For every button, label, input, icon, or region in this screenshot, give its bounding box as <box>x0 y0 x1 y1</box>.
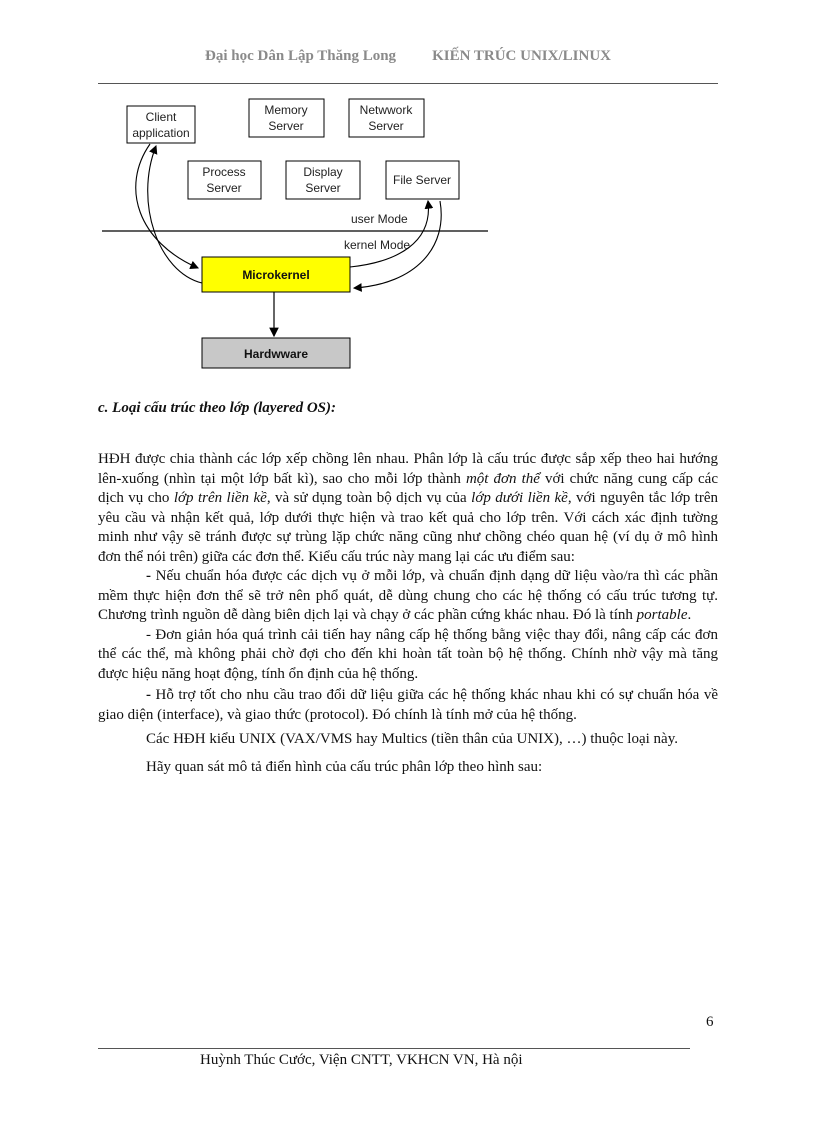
display-server-box <box>286 161 360 199</box>
paragraph-figure-intro: Hãy quan sát mô tả điển hình của cấu trúc phân lớp theo hình sau: <box>146 758 543 775</box>
microkernel-box <box>202 257 350 292</box>
process-server-box <box>188 161 261 199</box>
network-server-box <box>349 99 424 137</box>
memory-server-box <box>249 99 324 137</box>
hardware-label: Hardwware <box>243 347 309 361</box>
user-mode-label: user Mode <box>351 212 408 226</box>
bullet-open-system: - Hỗ trợ tốt cho nhu cầu trao đổi dữ liệu giữa các hệ thống khác nhau khi có sự chuẩn hóa về giao diện (interface), và giao thức (protocol). Đó chính là tính mở của hệ thống. <box>98 687 718 723</box>
process-label-1: Process <box>202 165 246 179</box>
page-number: 6 <box>706 1014 714 1030</box>
bullet-upgrade: - Đơn giản hóa quá trình cải tiến hay nâng cấp hệ thống bằng việc thay đổi, nâng cấp các đơn thể các thể, mà không phải chờ đợi cho đến khi hoàn tất toàn bộ hệ thống. Chính nhờ vậy mà tăng được hiệu năng hoạt động, tính ổn định của hệ thống. <box>98 626 718 682</box>
page-footer: Huỳnh Thúc Cước, Viện CNTT, VKHCN VN, Hà nội <box>200 1052 523 1068</box>
file-server-label: File Server <box>392 173 452 187</box>
memory-label-2: Server <box>268 119 304 133</box>
page-header <box>0 48 816 65</box>
client-label-2: application <box>132 126 190 140</box>
file-server-box <box>386 161 459 199</box>
bullet-portable: - Nếu chuẩn hóa được các dịch vụ ở mỗi lớp, và chuẩn định dạng dữ liệu vào/ra thì các phần mềm thực hiện đơn thể sẽ trở nên phổ quát, dễ dùng chung cho các hệ thống có cấu trúc tương tự. Chương trình nguồn dễ dàng biên dịch lại và chạy ở các phần cứng khác nhau. Đó là tính portable. <box>98 568 718 623</box>
kernel-mode-label: kernel Mode <box>344 238 411 252</box>
footer-rule <box>98 1048 690 1049</box>
display-label-1: Display <box>303 165 343 179</box>
client-application-box <box>127 106 195 143</box>
microkernel-label: Microkernel <box>242 268 310 282</box>
hardware-box <box>202 338 350 368</box>
display-label-2: Server <box>305 181 341 195</box>
paragraph-layered-intro: HĐH được chia thành các lớp xếp chồng lên nhau. Phân lớp là cấu trúc được sắp xếp theo hai hướng lên-xuống (nhìn tại một lớp bất kì), sao cho mỗi lớp thành một đơn thể với chức năng cung cấp các dịch vụ cho lớp trên liền kề, và sử dụng toàn bộ dịch vụ của lớp dưới liền kề, với nguyên tắc lớp trên yêu cầu và nhận kết quả, lớp dưới thực hiện và trao kết quả cho lớp trên. Với cách xác định tường minh như vậy sẽ tránh được sự trùng lặp chức năng cũng như chồng chéo quan hệ (ví dụ ở mô hình đơn thể nói trên) giữa các đơn thể. Kiểu cấu trúc này mang lại các ưu điểm sau: <box>98 451 719 565</box>
header-rule <box>98 83 718 84</box>
body-content <box>98 450 718 777</box>
microkernel-diagram <box>98 92 498 372</box>
section-title: c. Loại cấu trúc theo lớp (layered OS): <box>98 400 337 416</box>
memory-label-1: Memory <box>264 103 308 117</box>
network-label-1: Netwwork <box>359 103 413 117</box>
paragraph-unix-examples: Các HĐH kiểu UNIX (VAX/VMS hay Multics (tiền thân của UNIX), …) thuộc loại này. <box>146 731 678 747</box>
header-school: Đại học Dân Lập Thăng Long <box>205 48 397 64</box>
header-course: KIẾN TRÚC UNIX/LINUX <box>432 48 611 64</box>
file-server-request-arrow <box>350 201 428 267</box>
client-label-1: Client <box>145 110 177 124</box>
network-label-2: Server <box>368 119 404 133</box>
process-label-2: Server <box>206 181 242 195</box>
